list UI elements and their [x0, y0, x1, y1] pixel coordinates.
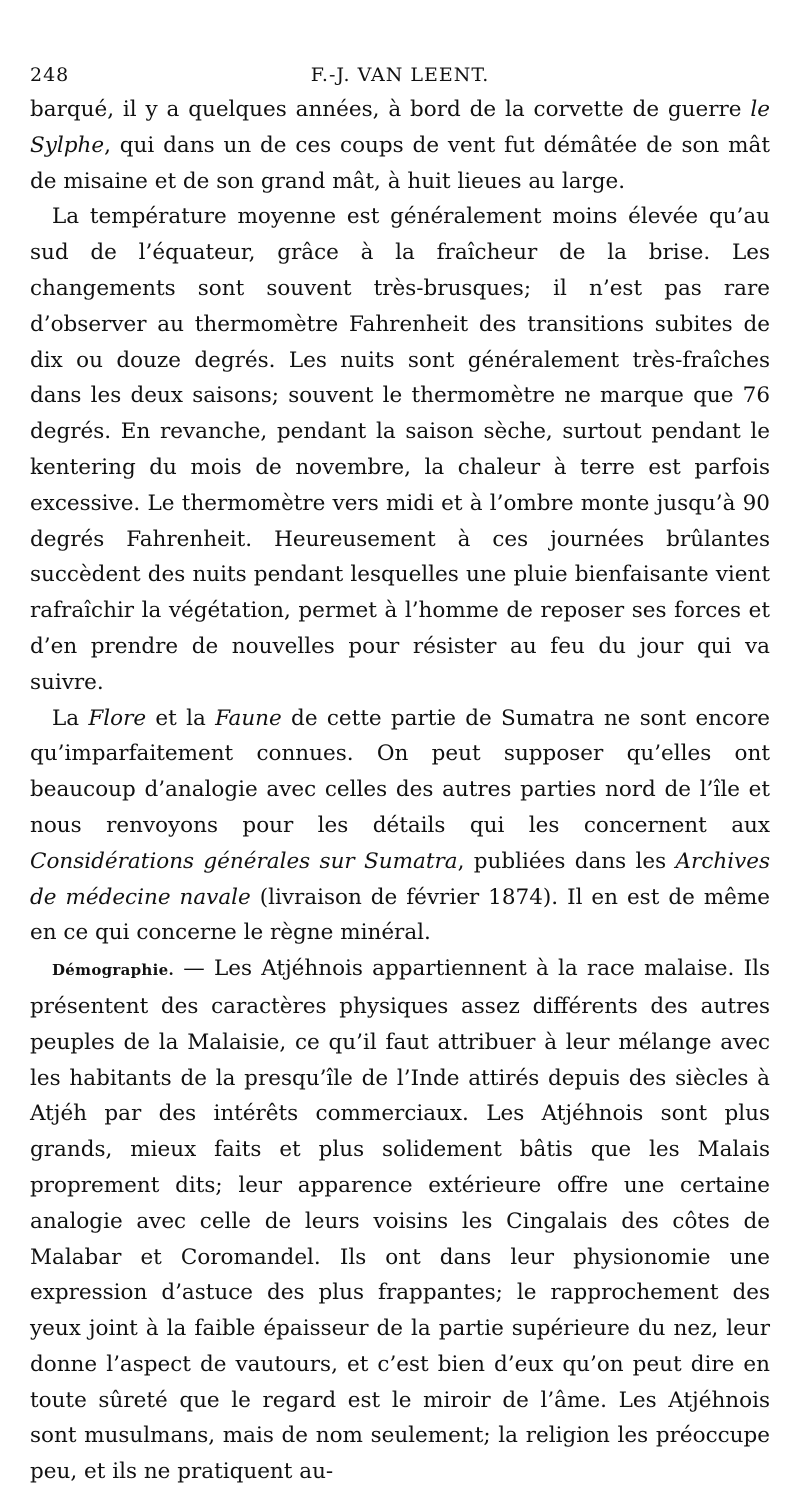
italic-reference-title: Considérations générales sur Sumatra [30, 848, 458, 874]
ship-name: le Sylphe [30, 97, 770, 158]
paragraph-temperature: La température moyenne est généralement moins élevée qu’au sud de l’équateur, grâce à la fraîcheur de la brise. Les changements sont souvent très-brusques; il n’est pas rare d’observer au thermomètre Fahrenheit des transitions subites de dix ou douze degrés. Les nuits sont généralement très-fraîches dans les deux saisons; souvent le thermomètre ne marque que 76 degrés. En revanche, pendant la saison sèche, surtout pendant le kentering du mois de novembre, la chaleur à terre est parfois excessive. Le thermomètre vers midi et à l’ombre monte jusqu’à 90 degrés Fahrenheit. Heureusement à ces journées brûlantes succèdent des nuits pendant lesquelles une pluie bienfaisante vient rafraîchir la végétation, permet à l’homme de reposer ses forces et d’en prendre de nouvelles pour résister au feu du jour qui va suivre. [30, 204, 770, 695]
text-span: La [52, 705, 89, 731]
book-page [30, 58, 770, 1490]
running-title: F.-J. VAN LEENT. [310, 64, 490, 86]
italic-term-faune: Faune [215, 705, 282, 731]
text-span: (livraison de février 1874). Il en est de même en ce qui concerne le règne minéral. [30, 884, 770, 946]
text-span: de cette partie de Sumatra ne sont encore qu’imparfaitement connues. On peut supposer qu’elles ont beaucoup d’analogie avec celles des autres parties nord de l’île et nous renvoyons pour les détails qui les concernent aux [30, 705, 771, 838]
text-span: , qui dans un de ces coups de vent fut démâtée de son mât de misaine et de son grand mât, à huit lieues au large. [30, 132, 770, 194]
page-number: 248 [30, 64, 70, 86]
paragraph-flora-fauna [30, 701, 770, 952]
paragraph-ship-anecdote [30, 92, 770, 199]
text-span: , publiées dans les [457, 848, 676, 874]
italic-term-flore: Flore [88, 705, 147, 731]
page-header [30, 58, 770, 92]
text-span: et la [146, 705, 216, 731]
text-span: — Les Atjéhnois appartiennent à la race malaise. Ils présentent des caractères physiques assez différents des autres peuples de la Malaisie, ce qu’il faut attribuer à leur mélange avec les habitants de la presqu’île de l’Inde attirés depuis des siècles à Atjéh par des intérêts commerciaux. Les Atjéhnois sont plus grands, mieux faits et plus solidement bâtis que les Malais proprement dits; leur apparence extérieure offre une certaine analogie avec celle de leurs voisins les Cingalais des côtes de Malabar et Coromandel. Ils ont dans leur physionomie une expression d’astuce des plus frappantes; le rapprochement des yeux joint à la faible épaisseur de la partie supérieure du nez, leur donne l’aspect de vautours, et c’est bien d’eux qu’on peut dire en toute sûreté que le regard est le miroir de l’âme. Les Atjéhnois sont musulmans, mais de nom seulement; la religion les préoccupe peu, et ils ne pratiquent au- [30, 956, 770, 1485]
italic-journal-title: Archives de médecine navale [30, 848, 770, 910]
paragraph-demographie [30, 951, 770, 1490]
section-heading: Démographie. [52, 961, 174, 980]
text-span: barqué, il y a quelques années, à bord de la corvette de guerre [30, 97, 751, 122]
